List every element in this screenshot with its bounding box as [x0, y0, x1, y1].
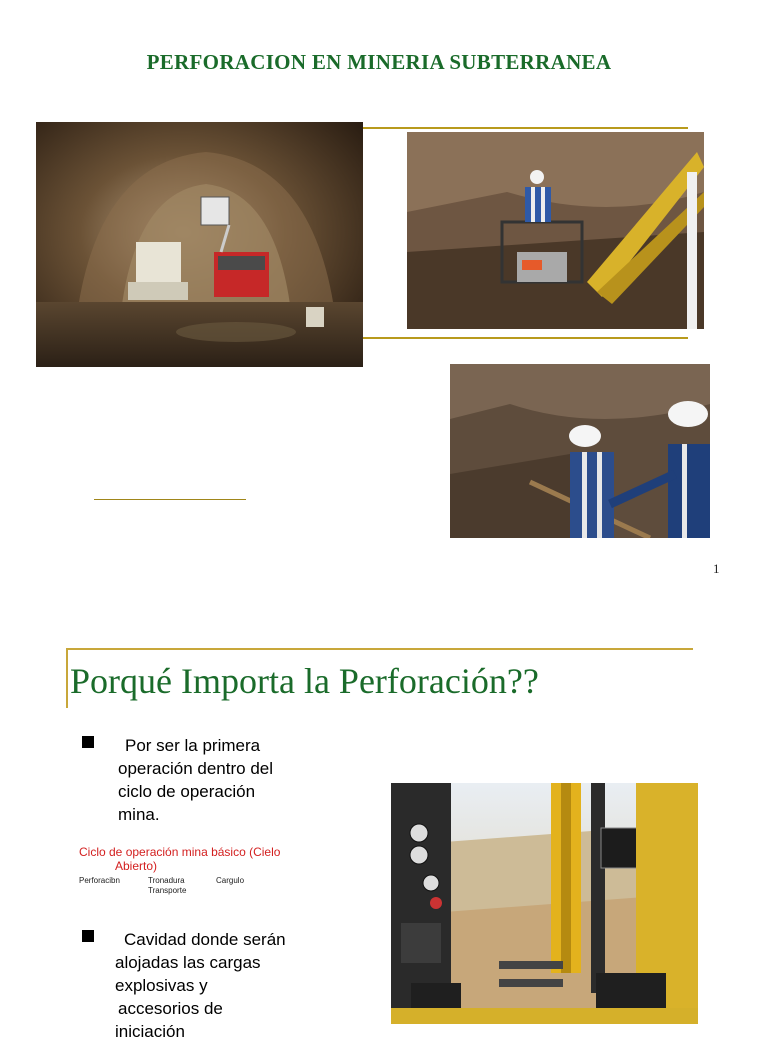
page-number: 1: [713, 561, 720, 576]
bullet-line: Cavidad donde serán: [124, 930, 286, 949]
slide-title: Porqué Importa la Perforación??: [70, 661, 539, 701]
cycle-step-label: Tronadura: [148, 876, 185, 885]
cycle-title: Ciclo de operación mina básico (Cielo: [79, 845, 281, 859]
bullet-paragraph: [115, 928, 335, 1043]
bullet-line: mina.: [118, 805, 160, 824]
cycle-step-label: Perforacibn: [79, 876, 120, 885]
miners-drilling-photo: [450, 364, 710, 538]
bullet-line: operación dentro del: [118, 759, 274, 778]
bullet-square-icon: [82, 930, 94, 942]
bullet-line: alojadas las cargas: [115, 953, 261, 972]
decorative-line: [363, 337, 688, 339]
slide-title: PERFORACION EN MINERIA SUBTERRANEA: [146, 50, 612, 74]
cycle-title: Abierto): [115, 859, 158, 873]
cycle-step-label: Cargulo: [216, 876, 245, 885]
bullet-line: explosivas y: [115, 976, 208, 995]
tunnel-drilling-photo: [36, 122, 363, 367]
slide-frame-left: [66, 648, 68, 708]
bullet-line: iniciación: [115, 1022, 185, 1041]
decorative-line: [363, 127, 688, 129]
jumbo-operator-photo: [407, 132, 704, 329]
drill-rig-cab-photo: [391, 783, 698, 1024]
bullet-line: ciclo de operación: [118, 782, 256, 801]
bullet-line: accesorios de: [118, 999, 223, 1018]
bullet-paragraph: [118, 734, 338, 826]
slide-frame-top: [66, 648, 693, 650]
bullet-line: Por ser la primera: [125, 736, 261, 755]
decorative-line: [94, 499, 246, 500]
cycle-step-label: Transporte: [148, 886, 187, 895]
bullet-square-icon: [82, 736, 94, 748]
